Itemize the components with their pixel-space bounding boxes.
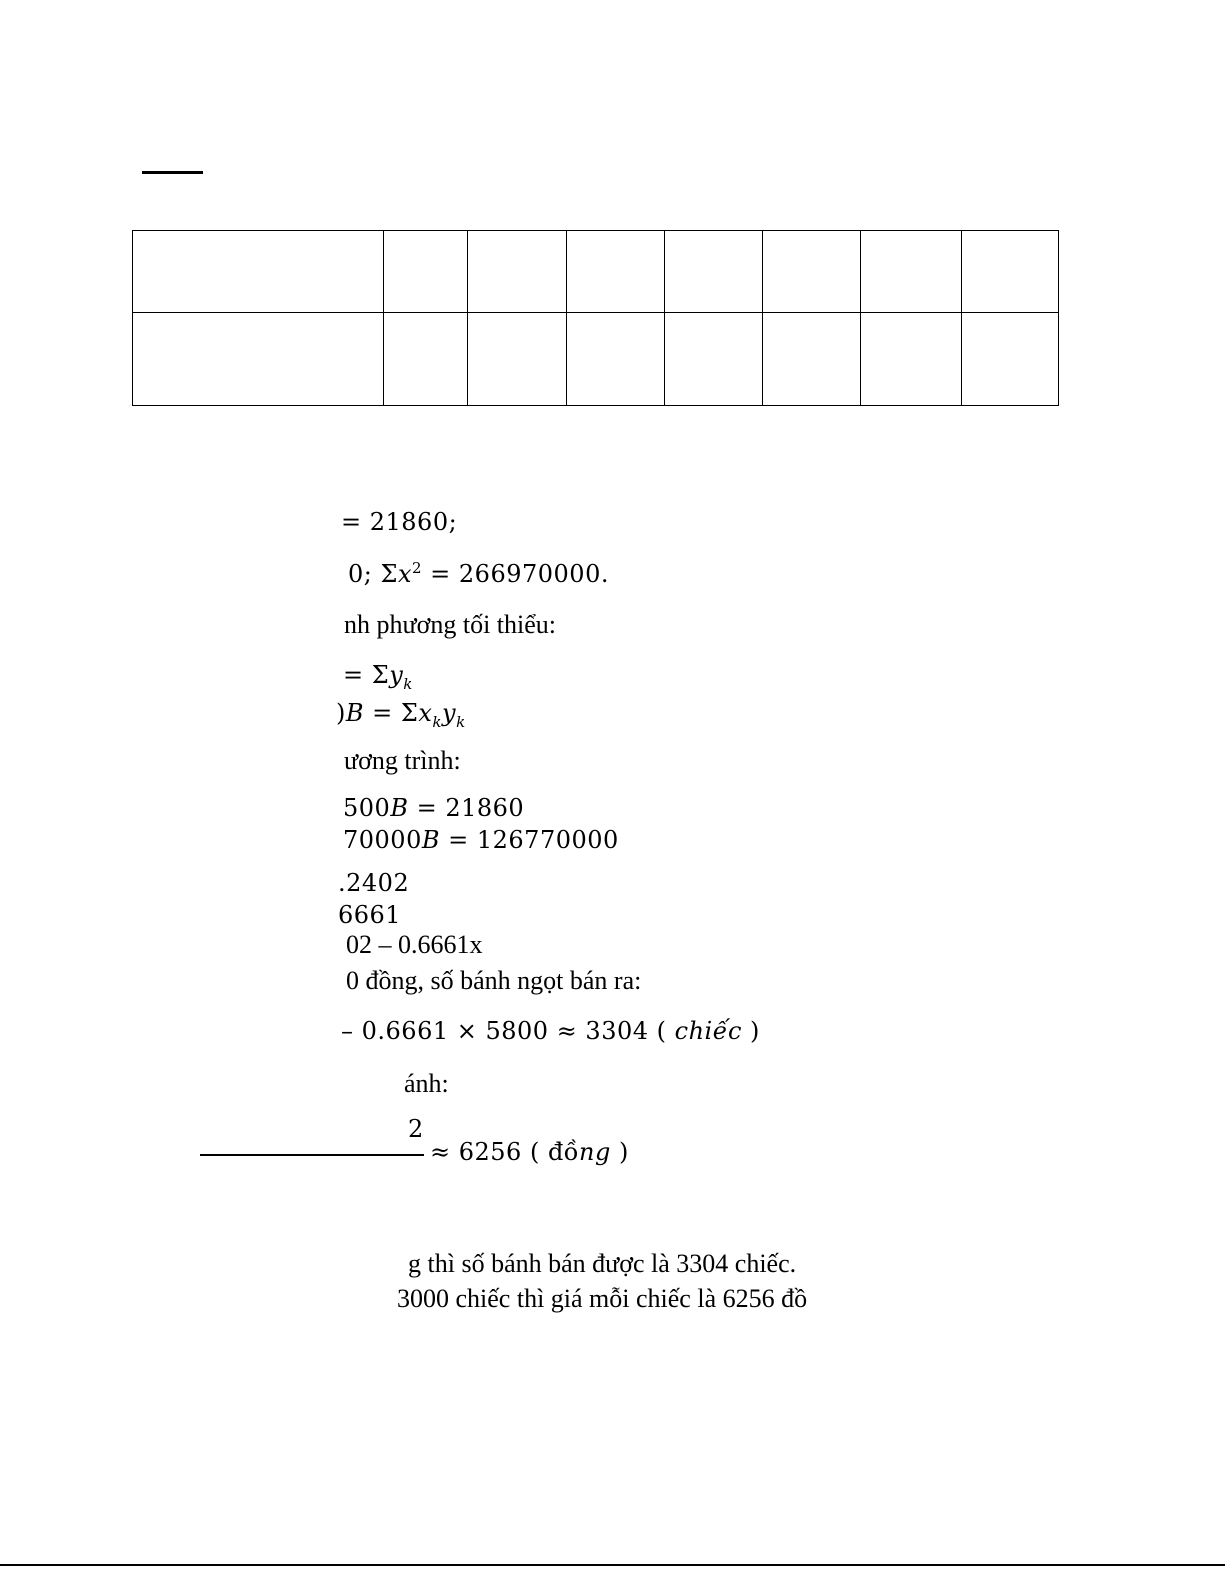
coef-a-line	[338, 869, 409, 897]
table-cell	[763, 313, 861, 406]
normal-eq-2-mid: = Σ	[364, 699, 419, 727]
table-cell	[567, 313, 665, 406]
least-squares-text: nh phương tối thiểu:	[344, 610, 556, 639]
table-cell	[384, 313, 468, 406]
table-row	[133, 231, 1059, 313]
table-cell	[861, 231, 962, 313]
system-eq-1-pre: 500	[343, 794, 391, 822]
coef-b-line	[338, 901, 401, 929]
table-cell	[665, 313, 763, 406]
regression-text: 02 – 0.6661x	[346, 930, 483, 959]
calc-price-unit: ng	[578, 1138, 611, 1166]
normal-eq-1-sub: k	[403, 674, 413, 693]
sum-x2-line	[348, 560, 609, 588]
table-cell	[962, 313, 1059, 406]
data-table	[132, 230, 1059, 406]
coef-b-text: 6661	[338, 901, 402, 929]
normal-eq-1-prefix: = Σ	[343, 661, 390, 689]
price-statement-text: 0 đồng, số bánh ngọt bán ra:	[346, 966, 642, 995]
least-squares-line	[344, 610, 556, 640]
sum-x2-prefix: 0; Σ	[348, 560, 398, 588]
conclusion-line-1	[408, 1249, 796, 1279]
calc-quantity-pre: – 0.6661 × 5800 ≈ 3304 (	[341, 1017, 675, 1045]
normal-eq-2-xsub: k	[432, 712, 442, 731]
fraction-bar	[200, 1154, 424, 1156]
table-cell	[962, 231, 1059, 313]
system-eq-1-var: B	[390, 794, 409, 822]
normal-eq-1	[343, 661, 413, 693]
calc-price-post: )	[610, 1138, 629, 1166]
system-eq-1	[343, 794, 524, 822]
calc-quantity-unit: chiếc	[674, 1017, 742, 1045]
system-eq-2	[343, 826, 619, 854]
system-eq-2-var: B	[421, 826, 440, 854]
calc-price-line	[430, 1138, 629, 1166]
regression-line	[346, 930, 483, 960]
calc-quantity-post: )	[741, 1017, 760, 1045]
table-cell	[384, 231, 468, 313]
normal-eq-2-x: x	[418, 699, 433, 727]
fraction-numerator	[408, 1115, 424, 1143]
conclusion-line-2	[397, 1284, 807, 1314]
normal-eq-2-var: B	[345, 699, 365, 727]
table-cell	[567, 231, 665, 313]
system-label-line	[344, 746, 461, 776]
heading-underline	[142, 171, 203, 174]
table-cell	[133, 313, 384, 406]
price-label-line	[404, 1069, 449, 1099]
normal-eq-2	[336, 699, 466, 731]
table-cell	[861, 313, 962, 406]
table-cell	[468, 231, 567, 313]
system-eq-2-post: = 126770000	[440, 826, 619, 854]
sum-x2-value: = 266970000.	[422, 560, 609, 588]
price-label-text: ánh:	[404, 1069, 449, 1098]
coef-a-text: .2402	[338, 869, 410, 897]
conclusion-text-1: g thì số bánh bán được là 3304 chiếc.	[408, 1249, 797, 1278]
sum-y-text: = 21860;	[341, 508, 458, 536]
sum-x2-var: x	[397, 560, 412, 588]
sum-x2-exponent: 2	[412, 559, 423, 577]
system-eq-1-post: = 21860	[408, 794, 525, 822]
price-statement-line	[346, 966, 641, 996]
fraction-numerator-text: 2	[408, 1115, 424, 1143]
calc-quantity-line	[341, 1017, 760, 1045]
table-row	[133, 313, 1059, 406]
normal-eq-1-var: y	[389, 661, 404, 689]
conclusion-text-2: 3000 chiếc thì giá mỗi chiếc là 6256 đồ	[397, 1284, 808, 1313]
page-bottom-border	[0, 1564, 1225, 1566]
table-cell	[665, 231, 763, 313]
normal-eq-2-prefix: )	[336, 699, 346, 727]
table-cell	[468, 313, 567, 406]
normal-eq-2-ysub: k	[456, 712, 466, 731]
table-cell	[763, 231, 861, 313]
calc-price-pre: ≈ 6256 ( đồ	[430, 1138, 579, 1166]
sum-y-line	[341, 508, 457, 536]
normal-eq-2-y: y	[442, 699, 457, 727]
system-eq-2-pre: 70000	[343, 826, 422, 854]
table-cell	[133, 231, 384, 313]
system-label-text: ương trình:	[344, 746, 461, 775]
